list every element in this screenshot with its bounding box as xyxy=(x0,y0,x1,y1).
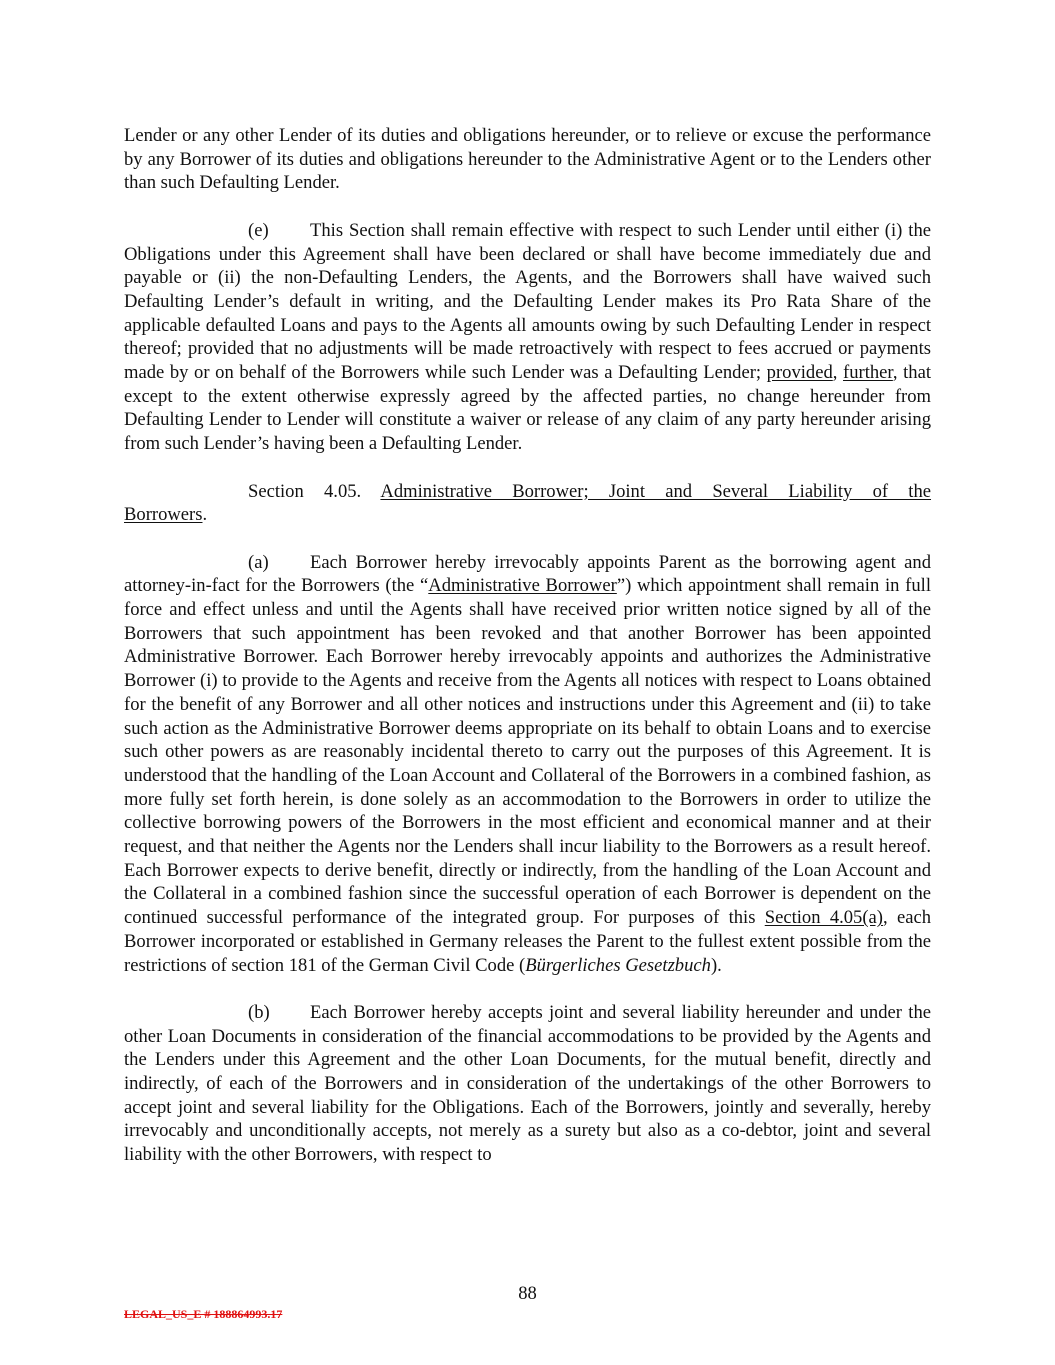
section-title: Administrative Borrower; Joint and Several Liability of the xyxy=(380,480,932,502)
paragraph-b: (b) Each Borrower hereby accepts joint and several liability hereunder and under the other Loan Documents in consideration of the financial accommodations to be provided by the Agents and the Lenders under this Agreement and the other Loan Documents, for the mutual benefit, directly and indirectly, of each of the Borrowers and in consideration of the undertakings of the other Borrowers to accept joint and several liability for the Obligations. Each of the Borrowers, jointly and severally, hereby irrevocably and unconditionally accepts, not merely as a surety but also as a co-debtor, joint and several liability with the other Borrowers, with respect to xyxy=(124,1001,931,1166)
paragraph-e: (e) This Section shall remain effective with respect to such Lender until either (i) the Obligations under this Agreement shall have been declared or shall have become immediately due and payable or (ii) the non-Defaulting Lenders, the Agents, and the Borrowers shall have waived such Defaulting Lender’s default in writing, and the Defaulting Lender makes its Pro Rata Share of the applicable defaulted Loans and pays to the Agents all amounts owing by such Defaulting Lender in respect thereof; provided that no adjustments will be made retroactively with respect to fees accrued or payments made by or on behalf of the Borrowers while such Lender was a Defaulting Lender; provided, further, that except to the extent otherwise expressly agreed by the affected parties, no change hereunder from Defaulting Lender to Lender will constitute a waiver or release of any claim of any party hereunder arising from such Lender’s having been a Defaulting Lender. xyxy=(124,219,931,455)
italic-term: Bürgerliches Gesetzbuch xyxy=(525,954,711,976)
defined-term-provided: provided xyxy=(766,362,833,384)
defined-term-administrative-borrower: Administrative Borrower xyxy=(428,575,617,597)
section-title-cont: Borrowers xyxy=(124,504,203,526)
paragraph-intro: Lender or any other Lender of its duties and obligations hereunder, or to relieve or excuse the performance by any Borrower of its duties and obligations hereunder to the Administrative Agent or to the Lenders other than such Defaulting Lender. xyxy=(124,125,931,194)
document-page xyxy=(124,124,931,1191)
section-reference: Section 4.05(a) xyxy=(764,907,883,929)
defined-term-further: further xyxy=(843,362,893,384)
page-number: 88 xyxy=(518,1283,537,1304)
section-heading: Section 4.05. Administrative Borrower; Joint and Several Liability of the Borrowers. xyxy=(124,480,932,526)
section-number: Section 4.05. xyxy=(248,480,362,502)
document-id: LEGAL_US_E # 188864993.17 xyxy=(124,1307,283,1321)
paragraph-label: (b) xyxy=(248,1001,270,1023)
paragraph-a: (a) Each Borrower hereby irrevocably appoints Parent as the borrowing agent and attorney-in-fact for the Borrowers (the “Administrative Borrower”) which appointment shall remain in full force and effect unless and until the Agents shall have received prior written notice signed by all of the Borrowers that such appointment has been revoked and that another Borrower has been appointed Administrative Borrower. Each Borrower hereby irrevocably appoints and authorizes the Administrative Borrower (i) to provide to the Agents and receive from the Agents all notices with respect to Loans obtained for the benefit of any Borrower and all other notices and instructions under this Agreement and (ii) to take such action as the Administrative Borrower deems appropriate on its behalf to obtain Loans and to exercise such other powers as are reasonably incidental thereto to carry out the purposes of this Agreement. It is understood that the handling of the Loan Account and Collateral of the Borrowers in a combined fashion, as more fully set forth herein, is done solely as an accommodation to the Borrowers in order to utilize the collective borrowing powers of the Borrowers in the most efficient and economical manner and at their request, and that neither the Agents nor the Lenders shall incur liability to the Borrowers as a result hereof. Each Borrower expects to derive benefit, directly or indirectly, from the handling of the Loan Account and the Collateral in a combined fashion since the successful operation of each Borrower is dependent on the continued successful performance of the integrated group. For purposes of this Section 4.05(a), each Borrower incorporated or established in Germany releases the Parent to the fullest extent possible from the restrictions of section 181 of the German Civil Code (Bürgerliches Gesetzbuch). xyxy=(124,551,931,976)
paragraph-label: (a) xyxy=(248,551,269,573)
paragraph-label: (e) xyxy=(248,219,269,241)
